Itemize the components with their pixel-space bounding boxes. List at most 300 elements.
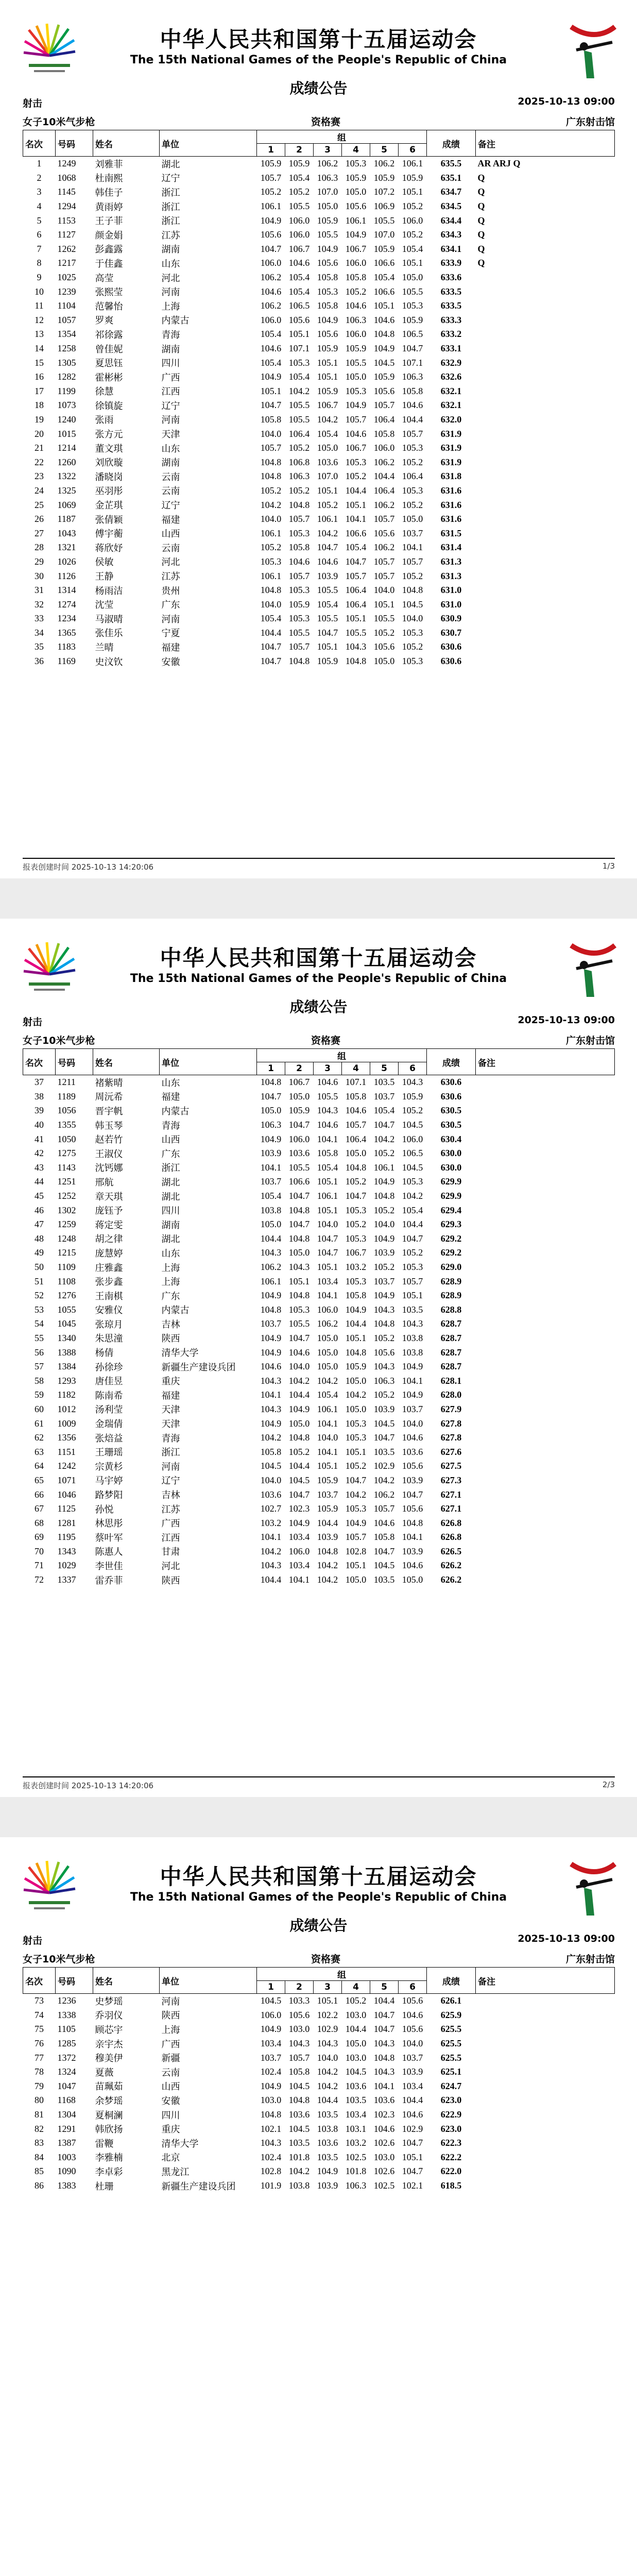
cell-bib: 1125 — [57, 1503, 76, 1514]
cell-series-1: 104.8 — [260, 1077, 282, 1088]
col-unit: 单位 — [160, 1049, 257, 1075]
cell-series-1: 104.3 — [260, 2138, 282, 2148]
cell-unit: 云南 — [161, 486, 180, 497]
table-row — [23, 1260, 615, 1275]
cell-series-5: 107.2 — [373, 187, 395, 197]
cell-series-5: 104.9 — [373, 1233, 395, 1244]
cell-athlete-name: 苗珮茹 — [95, 2081, 123, 2092]
cell-rank: 34 — [35, 627, 44, 638]
cell-bib: 1047 — [57, 2080, 76, 2091]
cell-athlete-name: 晋宇帆 — [95, 1106, 123, 1116]
cell-athlete-name: 金瑞倩 — [95, 1419, 123, 1430]
table-row — [23, 1189, 615, 1204]
cell-unit: 广西 — [161, 1518, 180, 1529]
cell-series-2: 105.5 — [288, 1162, 310, 1173]
cell-rank: 81 — [35, 2109, 44, 2120]
cell-series-6: 105.7 — [402, 556, 423, 567]
cell-bib: 1015 — [57, 428, 76, 439]
cell-unit: 云南 — [161, 2067, 180, 2078]
cell-note — [476, 2150, 615, 2165]
cell-series-3: 105.9 — [317, 343, 338, 354]
col-group: 组 — [257, 1049, 427, 1062]
cell-athlete-name: 韩欣扬 — [95, 2124, 123, 2135]
cell-series-1: 105.0 — [260, 1219, 282, 1230]
cell-series-4: 105.3 — [345, 1432, 367, 1443]
cell-series-2: 103.0 — [288, 2024, 310, 2035]
cell-series-3: 105.8 — [317, 300, 338, 311]
cell-series-3: 105.4 — [317, 1389, 338, 1400]
cell-bib: 1105 — [57, 2024, 76, 2035]
table-row — [23, 441, 615, 455]
cell-unit: 陕西 — [161, 1575, 180, 1586]
cell-series-3: 105.1 — [317, 1461, 338, 1471]
cell-note — [476, 1558, 615, 1573]
cell-total: 631.6 — [440, 485, 462, 496]
cell-total: 627.8 — [440, 1432, 462, 1443]
table-row — [23, 1146, 615, 1161]
cell-series-2: 105.8 — [288, 2066, 310, 2077]
cell-series-2: 104.8 — [288, 1432, 310, 1443]
cell-series-2: 102.3 — [288, 1503, 310, 1514]
cell-unit: 广东 — [161, 1291, 180, 1301]
table-row — [23, 171, 615, 185]
cell-athlete-name: 董文琪 — [95, 443, 123, 454]
table-row — [23, 2108, 615, 2122]
cell-series-6: 105.3 — [402, 300, 423, 311]
footer-rule — [23, 858, 615, 859]
datetime-label: 2025-10-13 09:00 — [518, 96, 615, 107]
cell-series-1: 106.0 — [260, 258, 282, 268]
cell-athlete-name: 黄雨婷 — [95, 201, 123, 212]
cell-bib: 1009 — [57, 1418, 76, 1429]
cell-total: 618.5 — [440, 2180, 462, 2191]
cell-total: 628.7 — [440, 1318, 462, 1329]
cell-total: 629.0 — [440, 1262, 462, 1273]
cell-series-5: 105.2 — [373, 1389, 395, 1400]
cell-series-1: 105.2 — [260, 542, 282, 553]
cell-series-5: 105.9 — [373, 371, 395, 382]
cell-series-3: 104.2 — [317, 414, 338, 425]
col-bib: 号码 — [56, 1049, 93, 1075]
cell-total: 622.3 — [440, 2138, 462, 2148]
cell-unit: 宁夏 — [161, 628, 180, 639]
col-series-6: 6 — [399, 1062, 427, 1075]
cell-unit: 湖南 — [161, 1219, 180, 1230]
cell-series-6: 105.2 — [402, 229, 423, 240]
cell-unit: 贵州 — [161, 585, 180, 596]
cell-series-2: 106.7 — [288, 1077, 310, 1088]
cell-rank: 23 — [35, 471, 44, 482]
cell-series-6: 104.6 — [402, 1560, 423, 1571]
cell-unit: 黑龙江 — [161, 2166, 190, 2177]
venue-label: 广东射击馆 — [565, 1954, 615, 1965]
cell-total: 626.8 — [440, 1517, 462, 1528]
cell-rank: 14 — [35, 343, 44, 354]
cell-series-6: 103.7 — [402, 1403, 423, 1414]
cell-series-1: 104.9 — [260, 1332, 282, 1343]
cell-rank: 18 — [35, 400, 44, 411]
cell-rank: 79 — [35, 2080, 44, 2091]
cell-note — [476, 1161, 615, 1175]
cell-series-4: 104.8 — [345, 1347, 367, 1358]
cell-series-5: 103.5 — [373, 1574, 395, 1585]
table-row — [23, 1289, 615, 1303]
cell-rank: 45 — [35, 1191, 44, 1201]
cell-series-3: 105.9 — [317, 385, 338, 396]
cell-series-5: 105.2 — [373, 627, 395, 638]
cell-athlete-name: 唐佳昱 — [95, 1376, 123, 1387]
cell-athlete-name: 王淑仪 — [95, 1148, 123, 1159]
cell-rank: 26 — [35, 514, 44, 524]
table-row — [23, 540, 615, 555]
cell-athlete-name: 张焙益 — [95, 1433, 123, 1444]
cell-total: 632.1 — [440, 385, 462, 396]
event-label: 女子10米气步枪 — [23, 1954, 95, 1965]
cell-athlete-name: 傅宇蘅 — [95, 529, 123, 539]
cell-series-1: 106.2 — [260, 272, 282, 283]
cell-total: 630.9 — [440, 613, 462, 624]
cell-series-5: 105.5 — [373, 613, 395, 624]
cell-series-2: 105.2 — [288, 485, 310, 496]
cell-bib: 1126 — [57, 570, 76, 581]
games-title-cn: 中华人民共和国第十五届运动会 — [160, 1864, 477, 1889]
cell-rank: 8 — [37, 258, 42, 268]
cell-athlete-name: 史梦瑶 — [95, 1996, 123, 2007]
cell-bib: 1355 — [57, 1120, 76, 1130]
games-title-cn: 中华人民共和国第十五届运动会 — [160, 27, 477, 52]
cell-athlete-name: 刘欣璇 — [95, 457, 123, 468]
col-total: 成绩 — [427, 130, 476, 157]
cell-series-1: 104.3 — [260, 1560, 282, 1571]
cell-athlete-name: 颜金娟 — [95, 230, 123, 241]
cell-unit: 广西 — [161, 2039, 180, 2049]
cell-series-5: 106.4 — [373, 414, 395, 425]
cell-series-5: 103.0 — [373, 2151, 395, 2162]
cell-athlete-name: 潘晓岗 — [95, 471, 123, 482]
cell-rank: 24 — [35, 485, 44, 496]
cell-series-1: 104.0 — [260, 514, 282, 524]
venue-label: 广东射击馆 — [565, 116, 615, 128]
cell-total: 633.1 — [440, 343, 462, 354]
cell-series-5: 105.8 — [373, 1532, 395, 1543]
cell-series-3: 103.7 — [317, 1489, 338, 1500]
cell-series-2: 104.2 — [288, 1375, 310, 1386]
cell-series-1: 106.0 — [260, 314, 282, 325]
cell-unit: 山东 — [161, 1248, 180, 1259]
cell-total: 633.9 — [440, 258, 462, 268]
cell-series-1: 103.9 — [260, 1148, 282, 1159]
cell-unit: 山西 — [161, 529, 180, 539]
cell-series-6: 104.0 — [402, 2038, 423, 2049]
cell-total: 627.1 — [440, 1489, 462, 1500]
cell-note — [476, 2136, 615, 2150]
cell-note — [476, 498, 615, 512]
cell-series-3: 103.9 — [317, 570, 338, 581]
cell-series-3: 102.9 — [317, 2024, 338, 2035]
table-row — [23, 299, 615, 313]
col-unit: 单位 — [160, 1968, 257, 1994]
cell-series-1: 104.3 — [260, 1247, 282, 1258]
cell-unit: 新疆生产建设兵团 — [161, 2181, 236, 2192]
cell-note — [476, 540, 615, 555]
cell-series-4: 105.0 — [345, 1148, 367, 1159]
cell-rank: 68 — [35, 1517, 44, 1528]
cell-total: 635.5 — [440, 158, 462, 169]
cell-series-5: 105.6 — [373, 1347, 395, 1358]
cell-series-1: 104.7 — [260, 1091, 282, 1101]
cell-series-1: 104.8 — [260, 2109, 282, 2120]
cell-athlete-name: 林思彤 — [95, 1518, 123, 1529]
cell-athlete-name: 马淑晴 — [95, 614, 123, 624]
cell-total: 634.4 — [440, 215, 462, 226]
cell-bib: 1387 — [57, 2138, 76, 2148]
cell-athlete-name: 高莹 — [95, 273, 114, 283]
cell-unit: 河南 — [161, 415, 180, 426]
cell-series-2: 105.2 — [288, 187, 310, 197]
datetime-label: 2025-10-13 09:00 — [518, 1933, 615, 1944]
cell-series-4: 102.5 — [345, 2151, 367, 2162]
cell-total: 634.5 — [440, 201, 462, 212]
cell-athlete-name: 杨雨洁 — [95, 585, 123, 596]
table-row — [23, 1175, 615, 1189]
cell-series-6: 106.5 — [402, 329, 423, 340]
cell-unit: 四川 — [161, 358, 180, 369]
cell-series-3: 105.8 — [317, 272, 338, 283]
cell-series-3: 103.9 — [317, 2180, 338, 2191]
cell-series-5: 105.9 — [373, 243, 395, 254]
cell-note — [476, 427, 615, 441]
cell-series-1: 102.7 — [260, 1503, 282, 1514]
cell-bib: 1153 — [57, 215, 76, 226]
report-page — [0, 0, 637, 878]
cell-note — [476, 2079, 615, 2094]
table-row — [23, 199, 615, 214]
cell-note — [476, 1232, 615, 1246]
table-row — [23, 1274, 615, 1289]
table-row — [23, 1545, 615, 1559]
cell-athlete-name: 蒋定雯 — [95, 1219, 123, 1230]
cell-series-3: 106.1 — [317, 514, 338, 524]
cell-series-2: 104.1 — [288, 1574, 310, 1585]
cell-series-1: 102.4 — [260, 2151, 282, 2162]
cell-athlete-name: 陈南希 — [95, 1390, 123, 1401]
cell-note — [476, 1516, 615, 1530]
cell-note — [476, 1487, 615, 1502]
cell-series-4: 105.3 — [345, 1418, 367, 1429]
cell-series-3: 104.8 — [317, 1546, 338, 1556]
cell-series-5: 104.4 — [373, 471, 395, 482]
results-body — [23, 1994, 615, 2193]
cell-total: 630.0 — [440, 1148, 462, 1159]
cell-rank: 13 — [35, 329, 44, 340]
cell-series-5: 104.0 — [373, 585, 395, 596]
cell-series-3: 105.0 — [317, 1361, 338, 1372]
cell-series-6: 104.0 — [402, 613, 423, 624]
cell-series-4: 105.9 — [345, 172, 367, 183]
cell-series-6: 104.8 — [402, 1517, 423, 1528]
cell-total: 633.5 — [440, 300, 462, 311]
col-series-6: 6 — [399, 1981, 427, 1994]
cell-athlete-name: 余梦瑶 — [95, 2095, 123, 2106]
cell-note — [476, 1388, 615, 1402]
cell-series-5: 103.7 — [373, 1091, 395, 1101]
cell-series-6: 105.7 — [402, 428, 423, 439]
cell-note — [476, 555, 615, 569]
cell-series-1: 104.1 — [260, 1162, 282, 1173]
cell-bib: 1384 — [57, 1361, 76, 1372]
cell-unit: 天津 — [161, 1404, 180, 1415]
cell-series-4: 106.7 — [345, 243, 367, 254]
cell-unit: 上海 — [161, 2024, 180, 2035]
cell-series-5: 104.5 — [373, 1418, 395, 1429]
cell-athlete-name: 彭鑫露 — [95, 244, 123, 255]
cell-athlete-name: 兰晴 — [95, 642, 114, 653]
cell-series-1: 103.4 — [260, 2038, 282, 2049]
cell-unit: 江苏 — [161, 230, 180, 241]
cell-series-4: 105.8 — [345, 1091, 367, 1101]
cell-rank: 4 — [37, 201, 42, 212]
cell-athlete-name: 章天琪 — [95, 1191, 123, 1202]
cell-unit: 北京 — [161, 2153, 180, 2163]
cell-total: 629.2 — [440, 1247, 462, 1258]
cell-series-6: 104.7 — [402, 1233, 423, 1244]
cell-series-5: 105.7 — [373, 570, 395, 581]
cell-bib: 1104 — [57, 300, 76, 311]
cell-series-3: 106.0 — [317, 1304, 338, 1315]
cell-series-1: 104.7 — [260, 641, 282, 652]
cell-series-5: 106.9 — [373, 201, 395, 212]
cell-rank: 38 — [35, 1091, 44, 1101]
cell-rank: 62 — [35, 1432, 44, 1443]
cell-series-6: 104.6 — [402, 1432, 423, 1443]
cell-series-6: 102.9 — [402, 2123, 423, 2134]
cell-unit: 清华大学 — [161, 1348, 199, 1359]
table-row — [23, 1345, 615, 1360]
cell-rank: 61 — [35, 1418, 44, 1429]
cell-series-6: 105.9 — [402, 172, 423, 183]
cell-rank: 77 — [35, 2052, 44, 2063]
cell-athlete-name: 宗黄杉 — [95, 1461, 123, 1472]
cell-series-1: 104.7 — [260, 243, 282, 254]
cell-series-6: 105.6 — [402, 1995, 423, 2006]
cell-rank: 5 — [37, 215, 42, 226]
table-row — [23, 640, 615, 654]
cell-unit: 天津 — [161, 429, 180, 440]
cell-series-5: 103.5 — [373, 1077, 395, 1088]
cell-series-1: 104.9 — [260, 1133, 282, 1144]
cell-series-6: 106.1 — [402, 158, 423, 169]
cell-series-6: 106.3 — [402, 371, 423, 382]
cell-total: 630.0 — [440, 1162, 462, 1173]
cell-athlete-name: 王静 — [95, 571, 114, 582]
cell-series-1: 104.8 — [260, 585, 282, 596]
cell-series-2: 105.0 — [288, 1091, 310, 1101]
cell-total: 630.6 — [440, 656, 462, 667]
cell-note — [476, 1203, 615, 1217]
cell-bib: 1251 — [57, 1176, 76, 1187]
cell-rank: 29 — [35, 556, 44, 567]
cell-series-3: 105.1 — [317, 641, 338, 652]
cell-series-2: 106.0 — [288, 215, 310, 226]
cell-rank: 21 — [35, 443, 44, 453]
cell-series-4: 105.7 — [345, 1120, 367, 1130]
cell-unit: 湖南 — [161, 344, 180, 354]
cell-unit: 浙江 — [161, 1447, 180, 1458]
cell-unit: 福建 — [161, 1390, 180, 1401]
cell-series-1: 104.8 — [260, 1304, 282, 1315]
cell-series-3: 105.4 — [317, 428, 338, 439]
cell-bib: 1143 — [57, 1162, 76, 1173]
cell-rank: 12 — [35, 314, 44, 325]
table-row — [23, 1374, 615, 1388]
cell-athlete-name: 顾芯宇 — [95, 2024, 123, 2035]
cell-series-3: 103.5 — [317, 2109, 338, 2120]
cell-bib: 1045 — [57, 1318, 76, 1329]
table-row — [23, 1502, 615, 1516]
cell-series-6: 105.2 — [402, 456, 423, 467]
cell-series-4: 105.1 — [345, 499, 367, 510]
cell-series-3: 104.7 — [317, 542, 338, 553]
cell-series-6: 106.5 — [402, 1148, 423, 1159]
games-title-en: The 15th National Games of the People's Republic of China — [130, 1891, 507, 1904]
cell-note — [476, 626, 615, 640]
col-note: 备注 — [476, 1968, 615, 1994]
cell-series-5: 104.3 — [373, 2066, 395, 2077]
cell-series-3: 104.9 — [317, 2166, 338, 2177]
event-row — [23, 1952, 615, 1965]
cell-rank: 50 — [35, 1262, 44, 1273]
games-title-en: The 15th National Games of the People's Republic of China — [130, 54, 507, 66]
cell-series-1: 104.3 — [260, 1403, 282, 1414]
cell-series-6: 104.1 — [402, 542, 423, 553]
cell-unit: 浙江 — [161, 1163, 180, 1174]
cell-total: 632.9 — [440, 357, 462, 368]
cell-athlete-name: 赵若竹 — [95, 1134, 123, 1145]
cell-rank: 39 — [35, 1105, 44, 1116]
cell-bib: 1337 — [57, 1574, 76, 1585]
cell-total: 633.2 — [440, 329, 462, 340]
cell-series-5: 104.8 — [373, 329, 395, 340]
cell-series-2: 105.9 — [288, 599, 310, 609]
cell-athlete-name: 蔡叶军 — [95, 1532, 123, 1543]
cell-athlete-name: 刘雅菲 — [95, 159, 123, 170]
cell-rank: 7 — [37, 243, 42, 254]
cell-total: 631.0 — [440, 599, 462, 609]
cell-series-4: 105.3 — [345, 385, 367, 396]
report-page — [0, 919, 637, 1797]
cell-unit: 重庆 — [161, 1376, 180, 1387]
cell-series-3: 104.3 — [317, 1105, 338, 1116]
col-note: 备注 — [476, 1049, 615, 1075]
cell-series-3: 104.6 — [317, 1120, 338, 1130]
cell-series-6: 105.6 — [402, 1461, 423, 1471]
cell-rank: 40 — [35, 1120, 44, 1130]
cell-series-5: 105.7 — [373, 400, 395, 411]
cell-series-2: 105.5 — [288, 627, 310, 638]
cell-series-1: 105.8 — [260, 414, 282, 425]
cell-rank: 84 — [35, 2151, 44, 2162]
cell-series-3: 104.7 — [317, 1233, 338, 1244]
cell-rank: 37 — [35, 1077, 44, 1088]
cell-series-5: 105.8 — [373, 428, 395, 439]
cell-total: 631.4 — [440, 542, 462, 553]
table-row — [23, 1416, 615, 1431]
cell-rank: 10 — [35, 286, 44, 297]
cell-series-1: 105.7 — [260, 443, 282, 453]
cell-note — [476, 1317, 615, 1331]
cell-series-2: 105.4 — [288, 286, 310, 297]
cell-rank: 15 — [35, 357, 44, 368]
